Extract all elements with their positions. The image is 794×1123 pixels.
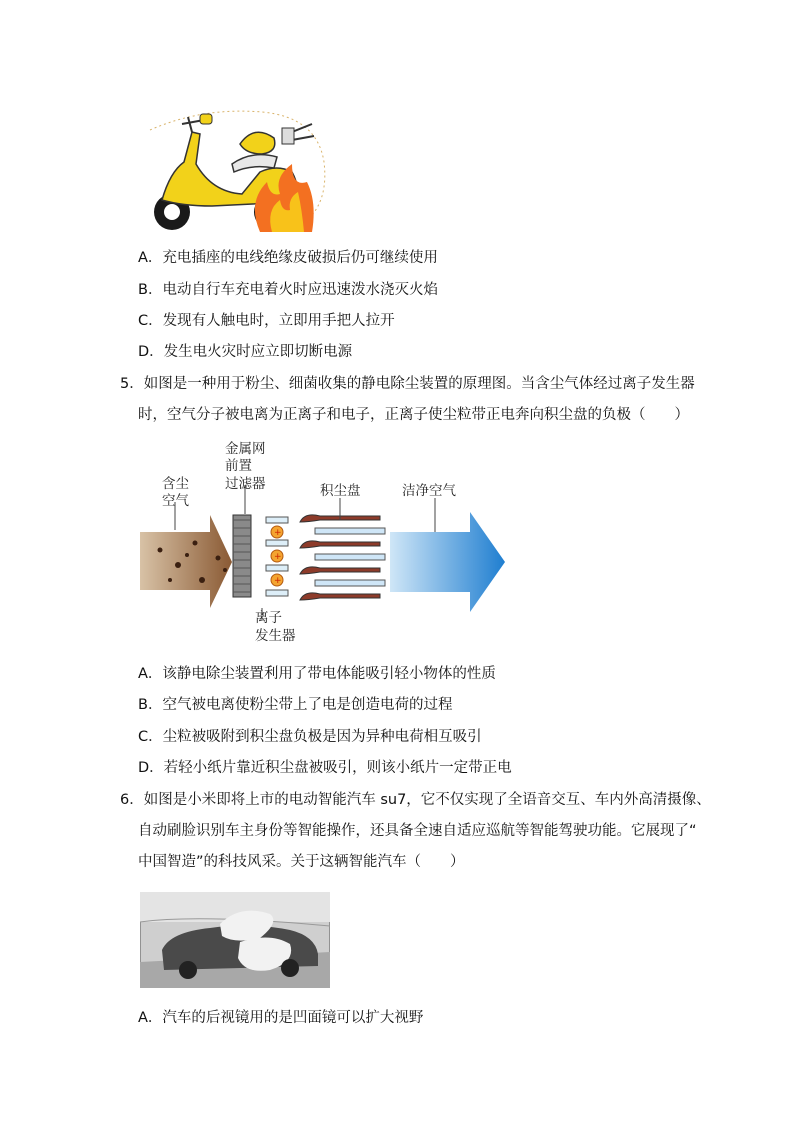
- precipitator-figure: [140, 440, 510, 650]
- q6-stem-line-3: 中国智造”的科技风采。关于这辆智能汽车（ ）: [138, 854, 465, 870]
- svg-text:+: +: [274, 528, 282, 538]
- q6-stem-line-2: 自动刷脸识别车主身份等智能操作，还具备全速自适应巡航等智能驾驶功能。它展现了“: [138, 823, 697, 839]
- q5-option-a: A．该静电除尘装置利用了带电体能吸引轻小物体的性质: [138, 666, 496, 682]
- label-mesh-1: 金属网: [225, 441, 266, 457]
- q4-option-c: C．发现有人触电时，立即用手把人拉开: [138, 313, 395, 329]
- svg-text:+: +: [274, 576, 282, 586]
- q5-stem-line-2: 时，空气分子被电离为正离子和电子，正离子使尘粒带正电奔向积尘盘的负极（ ）: [138, 407, 689, 423]
- label-ion-1: 离子: [255, 610, 282, 626]
- label-ion-2: 发生器: [255, 628, 296, 644]
- q6-option-a: A．汽车的后视镜用的是凹面镜可以扩大视野: [138, 1010, 424, 1026]
- scooter-fire-figure: [142, 102, 332, 236]
- precipitator-diagram: [140, 440, 510, 650]
- svg-text:+: +: [274, 552, 282, 562]
- q4-option-d: D．发生电火灾时应立即切断电源: [138, 344, 353, 360]
- label-dust-plate: 积尘盘: [320, 483, 361, 499]
- label-mesh-3: 过滤器: [225, 476, 266, 492]
- label-clean-air: 洁净空气: [402, 483, 456, 499]
- q5-stem-line-1: 5．如图是一种用于粉尘、细菌收集的静电除尘装置的原理图。当含尘气体经过离子发生器: [120, 376, 695, 392]
- q4-option-b: B．电动自行车充电着火时应迅速泼水浇灭火焰: [138, 282, 438, 298]
- q5-option-c: C．尘粒被吸附到积尘盘负极是因为异种电荷相互吸引: [138, 729, 482, 745]
- q4-option-a: A．充电插座的电线绝缘皮破损后仍可继续使用: [138, 250, 438, 266]
- label-mesh-2: 前置: [225, 458, 252, 474]
- car-photo: [140, 892, 330, 988]
- label-dusty-air-1: 含尘: [162, 476, 189, 492]
- label-dusty-air-2: 空气: [162, 493, 189, 509]
- q5-option-b: B．空气被电离使粉尘带上了电是创造电荷的过程: [138, 697, 453, 713]
- q5-option-d: D．若轻小纸片靠近积尘盘被吸引，则该小纸片一定带正电: [138, 760, 512, 776]
- q6-stem-line-1: 6．如图是小米即将上市的电动智能汽车 su7，它不仅实现了全语音交互、车内外高清摄像、: [120, 792, 711, 808]
